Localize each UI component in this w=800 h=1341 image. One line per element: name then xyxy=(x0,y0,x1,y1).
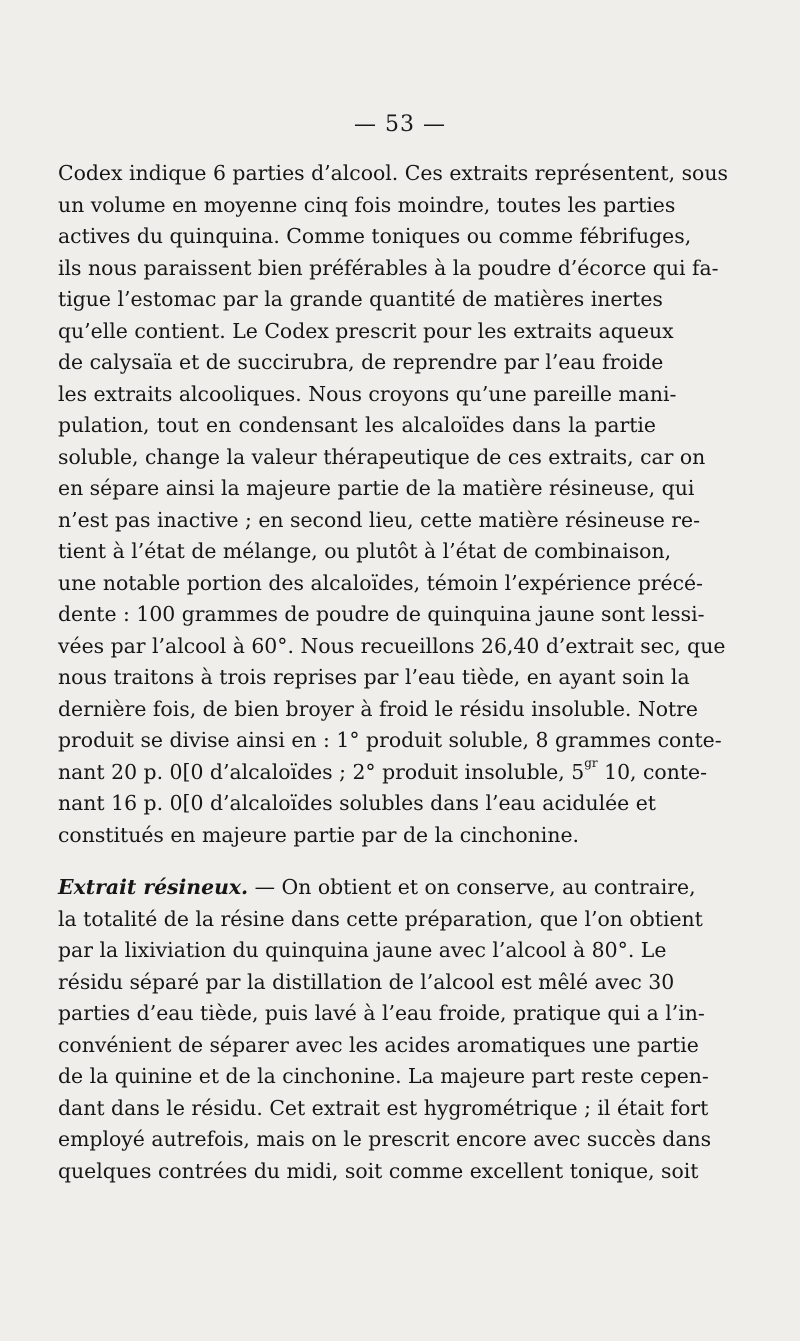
text-line: convénient de séparer avec les acides aromatiques une partie xyxy=(58,1032,699,1057)
page-number: — 53 — xyxy=(354,112,446,137)
text-line: une notable portion des alcaloïdes, témoin l’expérience précé- xyxy=(58,570,703,595)
text-line: ils nous paraissent bien préférables à la poudre d’écorce qui fa- xyxy=(58,255,719,280)
text-line: quelques contrées du midi, soit comme excellent tonique, soit xyxy=(58,1158,699,1183)
text-line: Codex indique 6 parties d’alcool. Ces extraits représentent, sous xyxy=(58,161,728,185)
text-line xyxy=(58,872,696,904)
text-line: par la lixiviation du quinquina jaune avec l’alcool à 80°. Le xyxy=(58,938,667,962)
text-line: actives du quinquina. Comme toniques ou comme fébrifuges, xyxy=(58,224,692,248)
text-line: qu’elle contient. Le Codex prescrit pour les extraits aqueux xyxy=(58,318,674,343)
text-line: nant 16 p. 0[0 d’alcaloïdes solubles dans l’eau acidulée et xyxy=(58,791,656,815)
text-line: de calysaïa et de succirubra, de reprendre par l’eau froide xyxy=(58,350,664,374)
text-line: les extraits alcooliques. Nous croyons qu’une pareille mani- xyxy=(58,381,677,406)
text-line: constitués en majeure partie par de la cinchonine. xyxy=(58,822,579,847)
text-line: nous traitons à trois reprises par l’eau tiède, en ayant soin la xyxy=(58,665,690,689)
text-line: n’est pas inactive ; en second lieu, cette matière résineuse re- xyxy=(58,507,700,532)
text-line: produit se divise ainsi en : 1° produit soluble, 8 grammes conte- xyxy=(58,728,722,752)
text-line: résidu séparé par la distillation de l’alcool est mêlé avec 30 xyxy=(58,969,675,994)
text-fragment: nant 20 p. 0[0 d’alcaloïdes ; 2° produit insoluble, 5 xyxy=(58,759,585,784)
text-line: dente : 100 grammes de poudre de quinquina jaune sont lessi- xyxy=(58,602,705,626)
text-line: tigue l’estomac par la grande quantité de matières inertes xyxy=(58,287,663,311)
text-line: soluble, change la valeur thérapeutique de ces extraits, car on xyxy=(58,444,706,469)
text-line: tient à l’état de mélange, ou plutôt à l’état de combinaison, xyxy=(58,539,672,563)
paragraph-extrait-resineux xyxy=(58,872,712,1187)
text-line: de la quinine et de la cinchonine. La majeure part reste cepen- xyxy=(58,1064,709,1088)
text-line: dant dans le résidu. Cet extrait est hygrométrique ; il était fort xyxy=(58,1095,709,1120)
text-line: un volume en moyenne cinq fois moindre, toutes les parties xyxy=(58,192,676,217)
section-lead-title: Extrait résineux. xyxy=(58,875,249,899)
text-line: vées par l’alcool à 60°. Nous recueillons 26,40 d’extrait sec, que xyxy=(58,633,726,658)
text-line: parties d’eau tiède, puis lavé à l’eau froide, pratique qui a l’in- xyxy=(58,1001,705,1025)
text-line: en sépare ainsi la majeure partie de la matière résineuse, qui xyxy=(58,476,695,500)
text-fragment: — On obtient et on conserve, au contraire, xyxy=(248,875,696,899)
text-line: employé autrefois, mais on le prescrit encore avec succès dans xyxy=(58,1127,712,1151)
text-line xyxy=(58,755,707,789)
text-line: pulation, tout en condensant les alcaloïdes dans la partie xyxy=(58,413,656,437)
text-line: la totalité de la résine dans cette préparation, que l’on obtient xyxy=(58,906,703,931)
paragraph-quinquina-extracts xyxy=(58,158,728,851)
gram-abbreviation: gr xyxy=(584,755,598,770)
text-line: dernière fois, de bien broyer à froid le résidu insoluble. Notre xyxy=(58,696,698,721)
text-fragment: 10, conte- xyxy=(597,759,707,784)
